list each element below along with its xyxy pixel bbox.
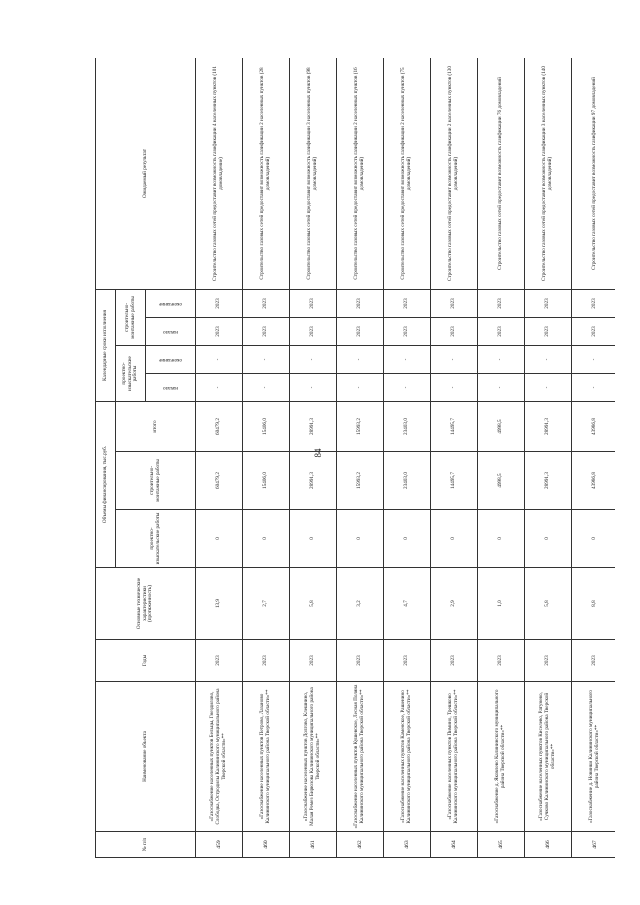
cell-funding-design: 0 (243, 510, 290, 568)
cell-years: 2023 (243, 640, 290, 682)
cell-cal-construction-end: 2023 (243, 290, 290, 318)
cell-cal-design-start: - (384, 374, 431, 402)
cell-tech: 8,8 (572, 568, 616, 640)
table-row (290, 58, 337, 858)
cell-num: 464 (431, 832, 478, 858)
cell-funding-construction: 15406,0 (243, 452, 290, 510)
cell-result: Строительство газовых сетей предоставит возможность газификации 2 населенных пунктов (130 домовладений) (431, 58, 478, 290)
cell-result: Строительство газовых сетей предоставит возможность газификации 3 населенных пунктов (140 домовладений) (525, 58, 572, 290)
cell-funding-total: 15993,2 (337, 402, 384, 452)
cell-num: 462 (337, 832, 384, 858)
header-cal-design-start: начало (146, 374, 196, 402)
cell-cal-construction-end: 2023 (572, 290, 616, 318)
cell-cal-design-end: - (525, 346, 572, 374)
cell-name: «Газоснабжение д. Новинки Калининского муниципального района Тверской области»** (572, 682, 616, 832)
cell-num: 461 (290, 832, 337, 858)
cell-funding-total: 28991,3 (290, 402, 337, 452)
cell-cal-design-end: - (243, 346, 290, 374)
cell-years: 2023 (525, 640, 572, 682)
cell-cal-construction-end: 2023 (478, 290, 525, 318)
cell-funding-construction: 28991,3 (525, 452, 572, 510)
cell-cal-design-end: - (337, 346, 384, 374)
header-calendar-group: Календарные сроки исполнения (96, 290, 116, 402)
cell-name: «Газоснабжение населенных пунктов Киселево, Ратунево, Сучково Калининского муниципального района Тверской области»** (525, 682, 572, 832)
cell-tech: 5,8 (525, 568, 572, 640)
table-body (196, 58, 616, 858)
cell-result: Строительство газовых сетей предоставит возможность газификации 4 населенных пунктов (101 домовладение) (196, 58, 243, 290)
cell-years: 2023 (431, 640, 478, 682)
cell-cal-design-start: - (337, 374, 384, 402)
cell-funding-design: 0 (384, 510, 431, 568)
header-funding-group: Объемы финансирования, тыс.руб. (96, 402, 116, 568)
cell-cal-design-start: - (572, 374, 616, 402)
cell-funding-design: 0 (478, 510, 525, 568)
cell-num: 463 (384, 832, 431, 858)
cell-years: 2023 (572, 640, 616, 682)
cell-funding-design: 0 (431, 510, 478, 568)
table-row (243, 58, 290, 858)
cell-funding-total: 43986,8 (572, 402, 616, 452)
cell-funding-design: 0 (337, 510, 384, 568)
cell-cal-construction-start: 2023 (196, 318, 243, 346)
cell-cal-construction-end: 2023 (337, 290, 384, 318)
table-row (384, 58, 431, 858)
cell-tech: 5,8 (290, 568, 337, 640)
cell-cal-design-start: - (478, 374, 525, 402)
cell-cal-design-start: - (290, 374, 337, 402)
table-row (337, 58, 384, 858)
cell-funding-construction: 4998,5 (478, 452, 525, 510)
cell-funding-construction: 14495,7 (431, 452, 478, 510)
header-result: Ожидаемый результат (96, 58, 196, 290)
cell-years: 2023 (384, 640, 431, 682)
cell-funding-total: 4998,5 (478, 402, 525, 452)
cell-cal-construction-start: 2023 (572, 318, 616, 346)
table-row (525, 58, 572, 858)
cell-tech: 4,7 (384, 568, 431, 640)
header-num: № п/п (96, 832, 196, 858)
cell-cal-construction-start: 2023 (243, 318, 290, 346)
cell-name: «Газоснабжение населенных пунктов Пимино, Трешково Калининского муниципального района Тверской области»** (431, 682, 478, 832)
cell-cal-design-end: - (196, 346, 243, 374)
cell-tech: 13,9 (196, 568, 243, 640)
cell-years: 2023 (290, 640, 337, 682)
cell-cal-design-start: - (525, 374, 572, 402)
cell-name: «Газоснабжение населенных пунктов Кушевское, Лесная Поляна Калининского муниципального района Тверской области»** (337, 682, 384, 832)
cell-funding-design: 0 (525, 510, 572, 568)
cell-tech: 2,9 (431, 568, 478, 640)
cell-cal-construction-end: 2023 (384, 290, 431, 318)
cell-tech: 2,7 (243, 568, 290, 640)
header-cal-construction-start: начало (146, 318, 196, 346)
cell-funding-design: 0 (290, 510, 337, 568)
cell-cal-construction-start: 2023 (478, 318, 525, 346)
cell-tech: 3,2 (337, 568, 384, 640)
cell-name: «Газоснабжение д. Яковлево Калининского муниципального района Тверской области»** (478, 682, 525, 832)
cell-cal-construction-start: 2023 (290, 318, 337, 346)
cell-cal-construction-start: 2023 (384, 318, 431, 346)
cell-funding-construction: 15993,2 (337, 452, 384, 510)
table-row (478, 58, 525, 858)
header-name: Наименование объекта (96, 682, 196, 832)
header-cal-design-end: окончание (146, 346, 196, 374)
cell-funding-construction: 60479,2 (196, 452, 243, 510)
header-funding-design: проектно-изыскательские работы (116, 510, 196, 568)
header-cal-construction-group: строительно-монтажные работы (116, 290, 146, 346)
cell-funding-design: 0 (572, 510, 616, 568)
cell-funding-total: 15406,0 (243, 402, 290, 452)
header-cal-design-group: проектно-изыскательские работы (116, 346, 146, 402)
cell-cal-design-end: - (572, 346, 616, 374)
header-funding-construction: строительно-монтажные работы (116, 452, 196, 510)
cell-num: 460 (243, 832, 290, 858)
cell-cal-design-end: - (290, 346, 337, 374)
cell-cal-design-end: - (431, 346, 478, 374)
cell-funding-construction: 43986,8 (572, 452, 616, 510)
program-table (95, 58, 615, 858)
page-number: 84 (313, 448, 323, 458)
cell-num: 466 (525, 832, 572, 858)
cell-num: 459 (196, 832, 243, 858)
cell-name: «Газоснабжение населенных пунктов Каменское, Рашенино Калининского муниципального района Тверской области»** (384, 682, 431, 832)
cell-funding-construction: 23403,0 (384, 452, 431, 510)
cell-cal-design-start: - (243, 374, 290, 402)
cell-cal-design-end: - (478, 346, 525, 374)
cell-funding-total: 14495,7 (431, 402, 478, 452)
table-row (196, 58, 243, 858)
cell-funding-total: 23403,0 (384, 402, 431, 452)
table-row (572, 58, 616, 858)
document-sheet (95, 58, 615, 858)
cell-years: 2023 (196, 640, 243, 682)
cell-num: 467 (572, 832, 616, 858)
cell-cal-construction-start: 2023 (525, 318, 572, 346)
cell-name: «Газоснабжение населенных пунктов Бельцы, Гнездилово, Слободка, Остродилы Калининского муниципального района Тверской области»** (196, 682, 243, 832)
cell-cal-design-start: - (196, 374, 243, 402)
cell-cal-construction-end: 2023 (431, 290, 478, 318)
cell-years: 2023 (337, 640, 384, 682)
cell-cal-construction-start: 2023 (337, 318, 384, 346)
cell-cal-construction-end: 2023 (196, 290, 243, 318)
cell-cal-design-end: - (384, 346, 431, 374)
cell-years: 2023 (478, 640, 525, 682)
table-row (431, 58, 478, 858)
cell-result: Строительство газовых сетей предоставит возможность газификации 3 населенных пунктов (98 домовладений) (290, 58, 337, 290)
cell-funding-construction: 28991,3 (290, 452, 337, 510)
cell-funding-total: 28991,3 (525, 402, 572, 452)
cell-cal-construction-end: 2023 (525, 290, 572, 318)
cell-result: Строительство газовых сетей предоставит возможность газификации 97 домовладений (572, 58, 616, 290)
cell-num: 465 (478, 832, 525, 858)
cell-cal-construction-start: 2023 (431, 318, 478, 346)
cell-name: «Газоснабжение населенных пунктов Петрово, Лазаново Калининского муниципального района Тверской области»** (243, 682, 290, 832)
cell-result: Строительство газовых сетей предоставит возможность газификации 2 населенных пунктов (16 домовладений) (337, 58, 384, 290)
cell-cal-construction-end: 2023 (290, 290, 337, 318)
cell-result: Строительство газовых сетей предоставит возможность газификации 2 населенных пунктов (28 домовладений) (243, 58, 290, 290)
cell-cal-design-start: - (431, 374, 478, 402)
cell-funding-total: 60479,2 (196, 402, 243, 452)
header-cal-construction-end: окончание (146, 290, 196, 318)
cell-result: Строительство газовых сетей предоставит возможность газификации 76 домовладений (478, 58, 525, 290)
header-funding-total: итого (116, 402, 196, 452)
header-tech: Основные технические характеристики (протяженность) (96, 568, 196, 640)
cell-tech: 1,0 (478, 568, 525, 640)
cell-name: «Газоснабжение населенных пунктов Долгово, Клешнино, Малая Ремез Бирюзова Калининского муниципального района Тверской области»** (290, 682, 337, 832)
cell-funding-design: 0 (196, 510, 243, 568)
header-years: Годы (96, 640, 196, 682)
cell-result: Строительство газовых сетей предоставит возможность газификации 2 населенных пунктов (75 домовладений) (384, 58, 431, 290)
